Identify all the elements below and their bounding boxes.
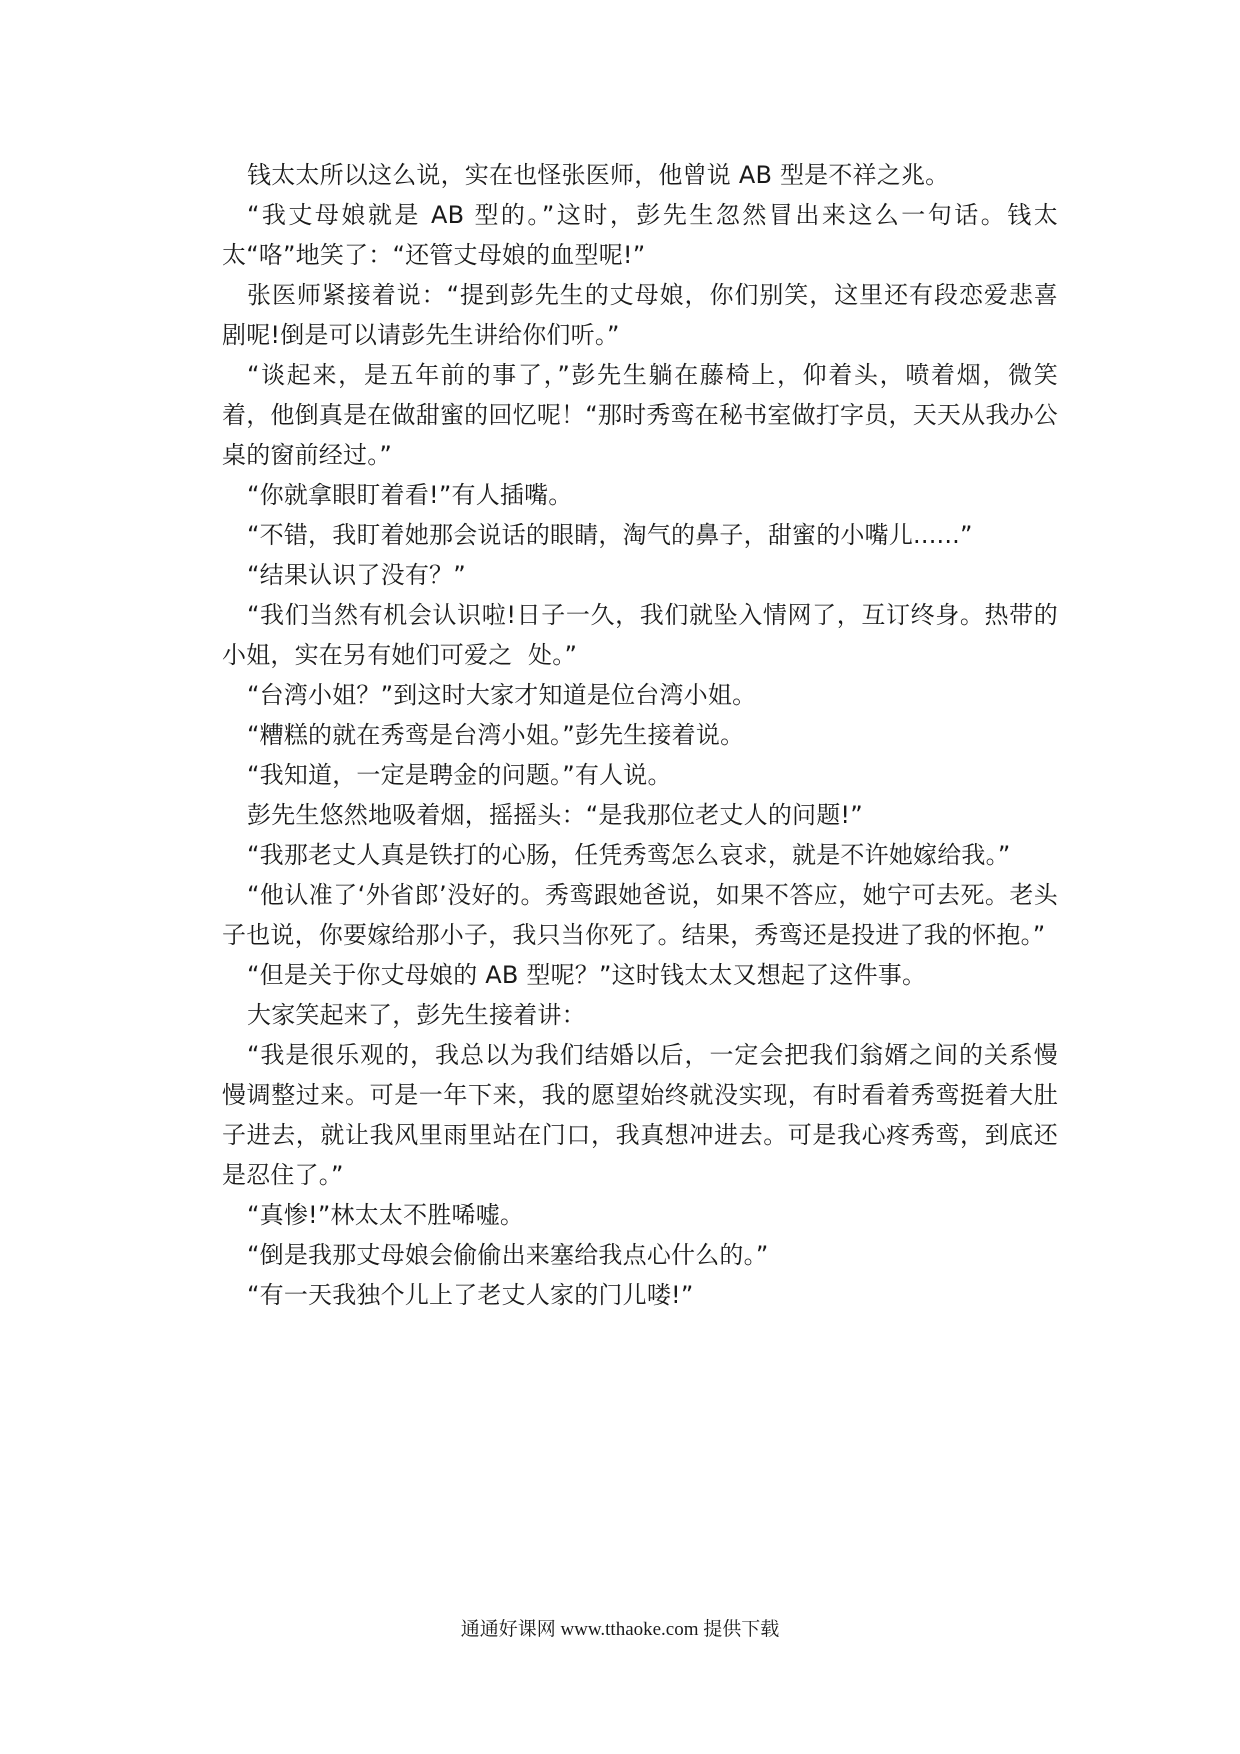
- paragraph: “但是关于你丈母娘的 AB 型呢？”这时钱太太又想起了这件事。: [247, 961, 927, 989]
- paragraph: 张医师紧接着说：“提到彭先生的丈母娘，你们别笑，这里还有段恋爱悲喜剧呢!倒是可以请彭先生讲给你们听。”: [222, 281, 1058, 349]
- paragraph: “台湾小姐？”到这时大家才知道是位台湾小姐。: [247, 681, 757, 709]
- paragraph: 彭先生悠然地吸着烟，摇摇头：“是我那位老丈人的问题!”: [247, 801, 863, 829]
- paragraph: “我知道，一定是聘金的问题。”有人说。: [247, 761, 672, 789]
- paragraph: “倒是我那丈母娘会偷偷出来塞给我点心什么的。”: [247, 1241, 769, 1269]
- paragraph: 大家笑起来了，彭先生接着讲：: [247, 1001, 586, 1029]
- paragraph: “我丈母娘就是 AB 型的。”这时，彭先生忽然冒出来这么一句话。钱太太“咯”地笑了：“还管丈母娘的血型呢!”: [222, 201, 1058, 269]
- paragraph: “我那老丈人真是铁打的心肠，任凭秀鸾怎么哀求，就是不许她嫁给我。”: [247, 841, 1011, 869]
- paragraph: “结果认识了没有？”: [247, 561, 466, 589]
- document-body: [222, 155, 1058, 1315]
- page-footer: 通通好课网 www.tthaoke.com 提供下载: [460, 1619, 780, 1640]
- paragraph: “谈起来，是五年前的事了，”彭先生躺在藤椅上，仰着头，喷着烟，微笑着，他倒真是在做甜蜜的回忆呢！“那时秀鸾在秘书室做打字员，天天从我办公桌的窗前经过。”: [222, 361, 1058, 469]
- paragraph: “我是很乐观的，我总以为我们结婚以后，一定会把我们翁婿之间的关系慢慢调整过来。可是一年下来，我的愿望始终就没实现，有时看着秀鸾挺着大肚子进去，就让我风里雨里站在门口，我真想冲进去。可是我心疼秀鸾，到底还是忍住了。”: [222, 1041, 1058, 1189]
- paragraph: “你就拿眼盯着看!”有人插嘴。: [247, 481, 573, 509]
- paragraph: “我们当然有机会认识啦!日子一久，我们就坠入情网了，互订终身。热带的小姐，实在另有她们可爱之 处。”: [222, 601, 1058, 669]
- paragraph: “不错，我盯着她那会说话的眼睛，淘气的鼻子，甜蜜的小嘴儿......”: [247, 521, 973, 549]
- paragraph: “他认准了‘外省郎’没好的。秀鸾跟她爸说，如果不答应，她宁可去死。老头子也说，你要嫁给那小子，我只当你死了。结果，秀鸾还是投进了我的怀抱。”: [222, 881, 1058, 949]
- paragraph: “有一天我独个儿上了老丈人家的门儿喽!”: [247, 1281, 694, 1309]
- paragraph: “糟糕的就在秀鸾是台湾小姐。”彭先生接着说。: [247, 721, 745, 749]
- paragraph: “真惨!”林太太不胜唏嘘。: [247, 1201, 525, 1229]
- paragraph: 钱太太所以这么说，实在也怪张医师，他曾说 AB 型是不祥之兆。: [247, 161, 950, 189]
